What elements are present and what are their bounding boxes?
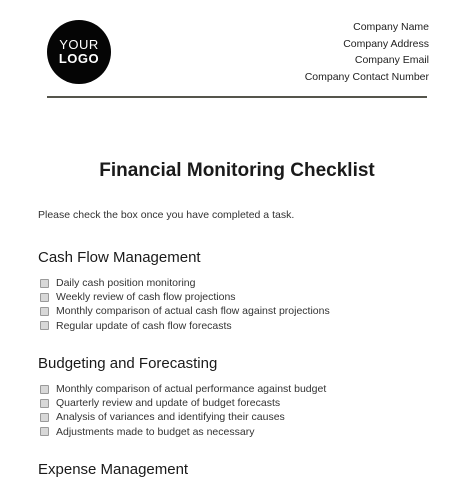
checklist-item-label: Daily cash position monitoring (56, 277, 196, 290)
checklist-item[interactable] (40, 410, 326, 424)
intro-text: Please check the box once you have completed a task. (38, 209, 295, 221)
checkbox[interactable] (40, 399, 49, 408)
checklist-item-label: Regular update of cash flow forecasts (56, 319, 232, 332)
section-heading-budgeting: Budgeting and Forecasting (38, 355, 218, 372)
checkbox[interactable] (40, 413, 49, 422)
checklist-cash-flow (40, 276, 330, 333)
document-title: Financial Monitoring Checklist (99, 160, 375, 181)
company-contact: Company Contact Number (304, 70, 429, 83)
checklist-item-label: Quarterly review and update of budget forecasts (56, 397, 281, 410)
checklist-item-label: Weekly review of cash flow projections (56, 291, 236, 304)
logo-text-line2: LOGO (58, 51, 100, 66)
checklist-item[interactable] (40, 382, 326, 396)
checklist-item-label: Adjustments made to budget as necessary (56, 425, 255, 438)
company-address: Company Address (343, 37, 429, 50)
section-heading-cash-flow: Cash Flow Management (38, 249, 201, 266)
checklist-item[interactable] (40, 304, 330, 318)
header-divider (47, 96, 427, 98)
company-logo (47, 20, 111, 84)
checkbox[interactable] (40, 293, 49, 302)
section-heading-expense: Expense Management (38, 461, 189, 478)
checklist-item[interactable] (40, 276, 330, 290)
checklist-item[interactable] (40, 319, 330, 333)
company-email: Company Email (354, 54, 429, 66)
checklist-budgeting (40, 382, 326, 439)
checklist-item[interactable] (40, 396, 326, 410)
checklist-item-label: Analysis of variances and identifying their causes (56, 411, 285, 424)
company-info (305, 19, 429, 85)
checklist-item[interactable] (40, 290, 330, 304)
checklist-item-label: Monthly comparison of actual cash flow against projections (56, 305, 330, 318)
checkbox[interactable] (40, 307, 49, 316)
checkbox[interactable] (40, 279, 49, 288)
checklist-item[interactable] (40, 425, 326, 439)
logo-text-line1: YOUR (59, 37, 99, 52)
checkbox[interactable] (40, 385, 49, 394)
checklist-item-label: Monthly comparison of actual performance against budget (56, 383, 327, 396)
company-name: Company Name (353, 21, 429, 33)
checkbox[interactable] (40, 427, 49, 436)
checkbox[interactable] (40, 321, 49, 330)
